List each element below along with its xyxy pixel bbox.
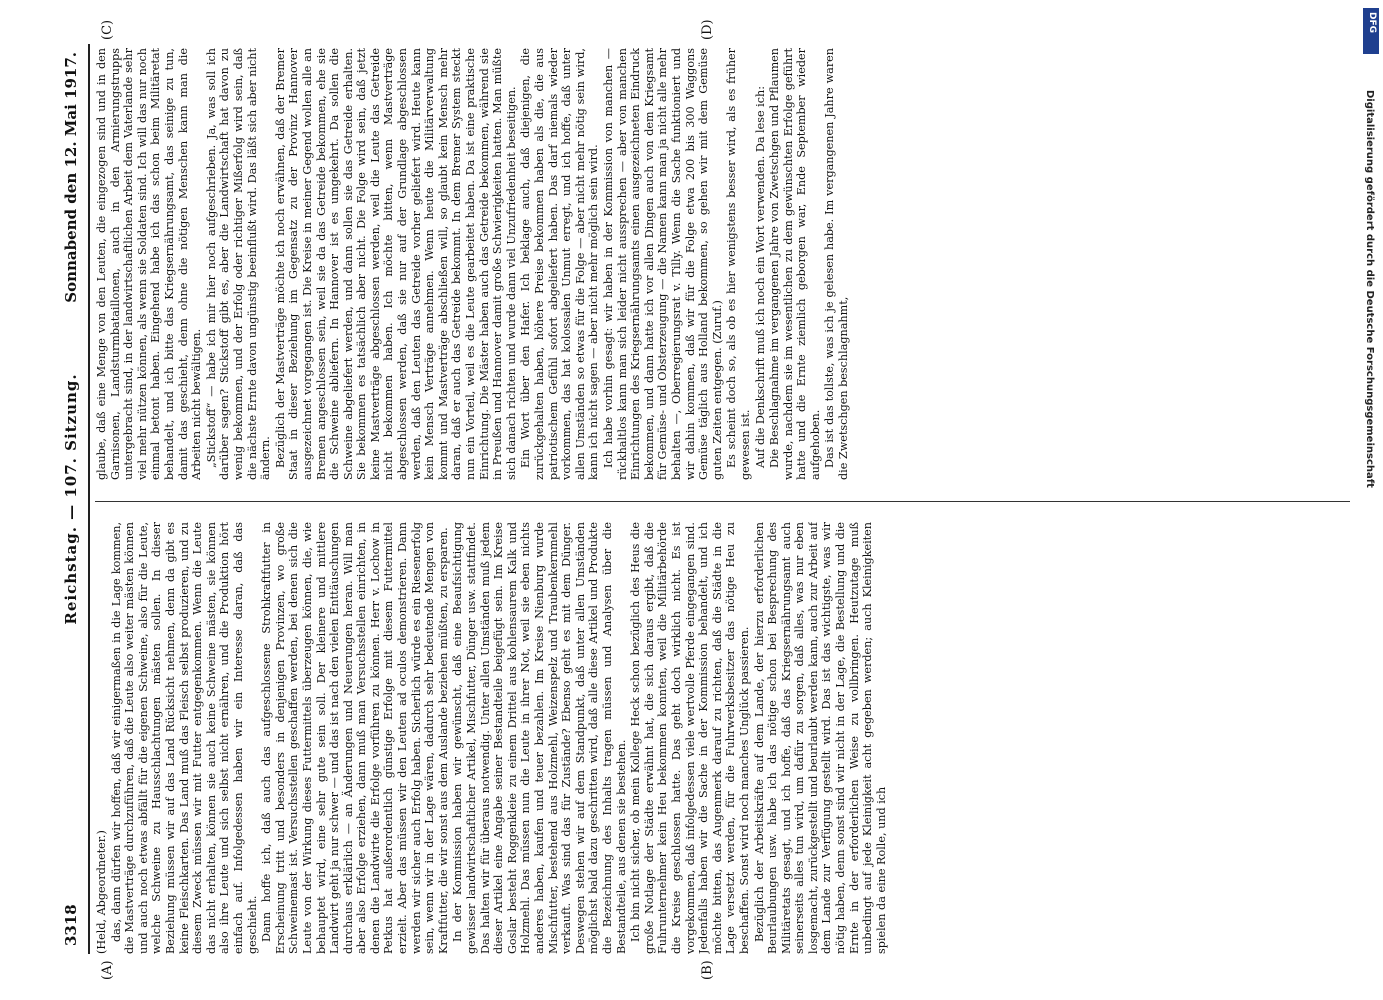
watermark-text: Digitalisierung gefördert durch die Deutsche Forschungsgemeinschaft xyxy=(1364,90,1375,488)
paragraph: Ich habe vorhin gesagt: wir haben in der Kommission von manchen — rückhaltlos kann man sich leider nicht aussprechen — aber von manchen Einrichtungen des Kriegsernährungsamts einen ausgezeichneten Eindruck bekommen, und dann hatte ich vor allen Dingen auch von dem Kriegsamt für Gemüse- und Obsterzeugung — die Namen kann man ja nicht alle mehr behalten —, Oberregierungsrat v. Tilly. Wenn die Sache funktioniert und wir dahin kommen, daß wir für die Folge etwa 200 bis 300 Waggons Gemüse täglich aus Holland bekommen, so gehen wir mit dem Gemüse guten Zeiten entgegen. (Zuruf.) xyxy=(601,48,724,480)
right-column xyxy=(95,48,1355,480)
paragraph: „Stickstoff“ — habe ich mir hier noch aufgeschrieben. Ja, was soll ich darüber sagen? Stickstoff gibt es, aber die Landwirtschaft hat davon zu wenig bekommen, und der Erfolg oder richtiger Mißerfolg wird sein, daß die nächste Ernte davon ungünstig beeinflußt wird. Das läßt sich aber nicht ändern. xyxy=(204,48,273,480)
quote-paragraph: Die Beschlagnahme im vergangenen Jahre von Zwetschgen und Pflaumen wurde, nachdem sie im wesentlichen zu dem gewünschten Erfolge geführt hatte und die Ernte ziemlich geborgen war, Ende September wieder aufgehoben. xyxy=(768,48,822,480)
margin-marker-c: (C) xyxy=(100,19,115,40)
digitization-watermark xyxy=(1363,90,1377,910)
dfg-logo-text: DFG xyxy=(1367,12,1377,34)
page-number: 3318 xyxy=(62,904,80,946)
session-title: Reichstag. — 107. Sitzung. xyxy=(62,373,80,625)
left-column xyxy=(95,522,1355,954)
margin-marker-a: (A) xyxy=(100,960,115,980)
paragraph: Bezüglich der Mastverträge möchte ich noch erwähnen, daß der Bremer Staat in dieser Beziehung im Gegensatz zu der Provinz Hannover ausgezeichnet vorgegangen ist. Die Kreise in meiner Gegend wollen alle an Bremen angeschlossen sein, weil sie da das Getreide bekommen, ehe sie die Schweine abliefern. In Hannover ist es umgekehrt. Da sollen die Schweine abgeliefert werden, und dann sollen sie das Getreide erhalten. Sie bekommen es tatsächlich aber nicht. Die Folge wird sein, daß jetzt keine Mastverträge abgeschlossen werden, weil die Leute das Getreide nicht bekommen haben. Ich möchte bitten, wenn Mastverträge abgeschlossen werden, daß sie nur auf der Grundlage abgeschlossen werden, daß den Leuten das Getreide vorher geliefert wird. Heute kann kein Mensch Verträge annehmen. Wenn heute die Militärverwaltung kommt und Mastverträge abschließen will, so glaubt kein Mensch mehr daran, daß er auch das Getreide bekommt. In dem Bremer System steckt nun ein Vorteil, weil es die Leute gearbeitet haben. Da ist eine praktische Einrichtung. Die Mäster haben auch das Getreide bekommen, während sie in Preußen und Hannover damit große Schwierigkeiten hatten. Man müßte sich danach richten und wurde dann viel Unzufriedenheit beseitigen. xyxy=(273,48,518,480)
paragraph: Auf die Denkschrift muß ich noch ein Wort verwenden. Da lese ich: xyxy=(753,86,767,468)
paragraph: glaube, daß eine Menge von den Leuten, die eingezogen sind und in den Garnisonen, Landsturmbataillonen, auch in den Armierungstrupps untergebracht sind, in der landwirtschaftlichen Arbeit dem Vaterlande sehr viel mehr nützen können, als wenn sie Soldaten sind. Ich will das nur noch einmal betont haben. Eingehend habe ich das schon beim Militäretat behandelt, und ich bitte das Kriegsernährungsamt, das seinige zu tun, damit das geschieht, denn ohne die nötigen Menschen kann man die Arbeiten nicht bewältigen. xyxy=(95,48,204,480)
paragraph: Bezüglich der Arbeitskräfte auf dem Lande, der hierzu erforderlichen Beurlaubungen usw. habe ich das nötige schon bei Besprechung des Militäretats gesagt, und ich hoffe, daß das Kriegsernährungsamt auch seinerseits alles tun wird, um dafür zu sorgen, daß alles, was nur eben losgemacht, zurückgestellt und beurlaubt werden kann, auch zur Arbeit auf dem Lande zur Verfügung gestellt wird. Das ist das wichtigste, was wir nötig haben, denn sonst sind wir nicht in der Lage, die Bestellung und die Ernte in der erforderlichen Weise zu vollbringen. Heutzutage muß unbedingt auf jede Kleinigkeit acht gegeben werden; auch Kleinigkeiten spielen da eine Rolle, und ich xyxy=(752,522,888,954)
margin-marker-b: (B) xyxy=(700,960,715,980)
page-header xyxy=(62,44,86,954)
header-rule xyxy=(88,44,90,954)
paragraph: Ein Wort über den Hafer. Ich beklage auch, daß diejenigen, die zurückgehalten haben, höhere Preise bekommen haben als die, die aus patriotischem Gefühl sofort abgeliefert haben. Das darf niemals wieder vorkommen, das hat kolossalen Unmut erregt, und ich hoffe, daß unter allen Umständen so etwas für die Folge — aber nicht mehr nötig sein wird, kann ich nicht sagen — aber nicht mehr möglich sein wird. xyxy=(519,48,601,480)
speaker-note: (Held, Abgeordneter.) xyxy=(95,830,108,954)
column-divider xyxy=(95,501,1350,502)
paragraph: Ich bin nicht sicher, ob mein Kollege Heck schon bezüglich des Heus die große Notlage der Städte erwähnt hat, die sich daraus ergibt, daß die Fuhrunternehmer kein Heu bekommen konnten, weil die Militärbehörde die Kreise geschlossen hatte. Das geht doch wirklich nicht. Es ist vorgekommen, daß infolgedessen viele wertvolle Pferde eingegangen sind. Jedenfalls haben wir die Sache in der Kommission behandelt, und ich möchte bitten, das Augenmerk darauf zu richten, daß die Städte in die Lage versetzt werden, für die Fuhrwerksbesitzer das nötige Heu zu beschaffen. Sonst wird noch manches Unglück passieren. xyxy=(629,522,751,954)
margin-marker-d: (D) xyxy=(700,19,715,40)
paragraph: In der Kommission haben wir gewünscht, daß eine Beaufsichtigung gewisser landwirtschaftlicher Artikel, Mischfutter, Dünger usw. stattfindet. Das halten wir für überaus notwendig. Unter allen Umständen muß jedem dieser Artikel eine Angabe seiner Bestandteile beigefügt sein. Im Kreise Goslar besteht Roggenkleie zu einem Drittel aus kohlensaurem Kalk und Holzmehl. Das müssen nun die Leute in ihrer Not, weil sie eben nichts anderes haben, kaufen und teuer bezahlen. Im Kreise Nienburg wurde Mischfutter, bestehend aus Holzmehl, Weizenspelz und Traubenkernmehl verkauft. Was sind das für Zustände? Ebenso geht es mit dem Dünger. Deswegen stehen wir auf dem Standpunkt, daß unter allen Umständen möglichst bald dazu geschritten wird, daß alle diese Artikel und Produkte die Bezeichnung des Inhalts tragen müssen und Analysen über die Bestandteile, aus denen sie bestehen. xyxy=(451,522,628,954)
paragraph: Das ist das tollste, was ich je gelesen habe. Im vergangenen Jahre waren die Zwetschgen beschlagnahmt, xyxy=(823,48,851,480)
paragraph: das, dann dürfen wir hoffen, daß wir einigermaßen in die Lage kommen, die Mastverträge durchzuführen, daß die Leute also weiter mästen können und auch noch etwas abfällt für die eigenen Schweine, also für die Leute, welche Schweine zu Hausschlachtungen mästen sollen. In dieser Beziehung müssen wir auf das Land Rücksicht nehmen, denn da gibt es keine Fleischkarten. Das Land muß das Fleisch selbst produzieren, und zu diesem Zweck müssen wir mit Futter entgegenkommen. Wenn die Leute das nicht erhalten, können sie auch keine Schweine mästen, sie können also ihre Leute und sich selbst nicht ernähren, und die Produktion hört einfach auf. Infolgedessen haben wir ein Interesse daran, daß das geschieht. xyxy=(109,522,259,954)
paragraph: Dann hoffe ich, daß auch das aufgeschlossene Strohkraftfutter in Erscheinung tritt und besonders in denjenigen Provinzen, wo große Schweinemast ist. Versuchsstellen geschaffen werden, bei denen sich die Leute von der Wirkung dieses Futtermittels überzeugen können, die, wie behauptet wird, eine sehr gute sein soll. Der kleinere und mittlere Landwirt geht ja nur schwer — und das ist nach den vielen Enttäuschungen durchaus erklärlich — an Änderungen und Neuerungen heran. Will man aber also Erfolge erziehen, dann muß man Versuchsstellen einrichten, in denen die Landwirte die Erfolge vorführen zu können. Herr v. Lochow in Petkus hat außerordentlich günstige Erfolge mit diesem Futtermittel erzielt. Aber das müssen wir den Leuten ad oculos demonstrieren. Dann werden wir sicher auch Erfolg haben. Sicherlich würde es ein Riesenerfolg sein, wenn wir in der Lage wären, dadurch sehr bedeutende Mengen von Kraftfutter, die wir sonst aus dem Auslande beziehen müßten, zu ersparen. xyxy=(260,522,450,954)
paragraph: Es scheint doch so, als ob es hier wenigstens besser wird, als es früher gewesen ist. xyxy=(725,48,752,480)
dfg-logo xyxy=(1363,8,1379,54)
session-date: Sonnabend den 12. Mai 1917. xyxy=(62,52,80,303)
